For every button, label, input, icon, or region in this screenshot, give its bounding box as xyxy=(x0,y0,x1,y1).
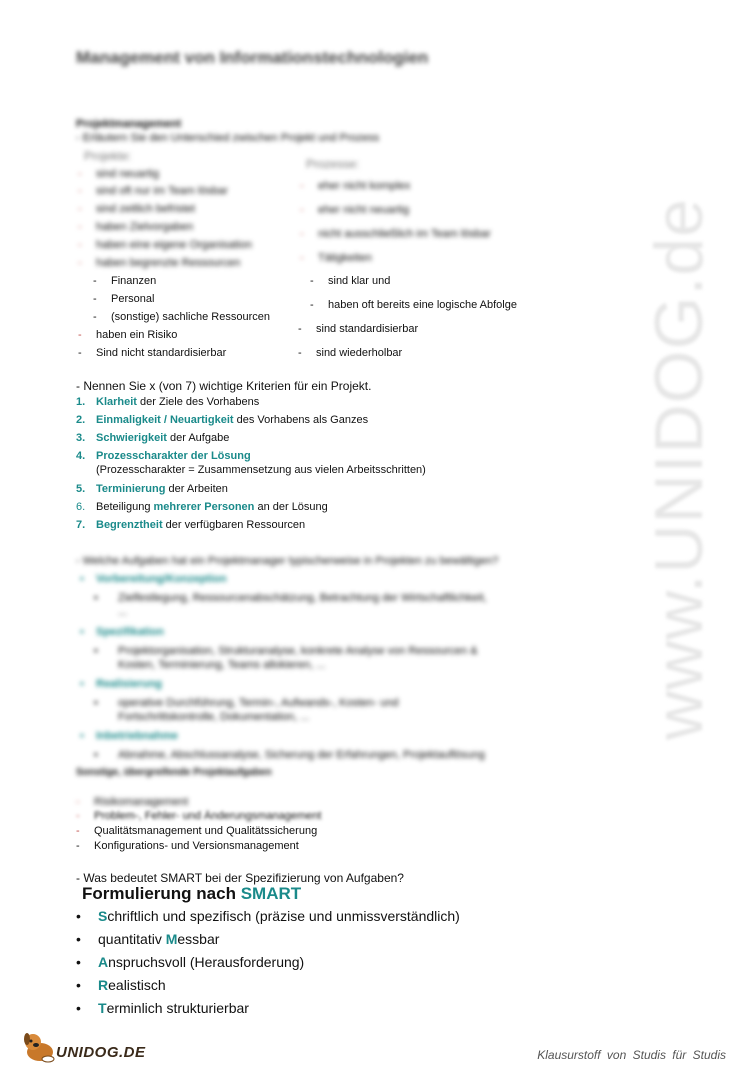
watermark: www.UNIDOG.de xyxy=(641,198,717,740)
smart-heading: Formulierung nach SMART xyxy=(82,884,302,903)
smart-bullet: • Anspruchsvoll (Herausforderung) xyxy=(76,954,305,970)
unidog-logo[interactable] xyxy=(22,1030,58,1069)
question-smart: - Was bedeutet SMART bei der Spezifizierung von Aufgaben? xyxy=(76,871,404,885)
footer-tagline: Klausurstoff von Studis für Studis xyxy=(537,1048,726,1062)
logo-text[interactable]: UNIDOG.DE xyxy=(56,1044,146,1061)
question-projekt-prozess: - Erläutern Sie den Unterschied zwischen Projekt und Prozess xyxy=(76,132,380,144)
question-aufgaben: - Welche Aufgaben hat ein Projektmanager typischerweise in Projekten zu bewältigen? xyxy=(76,555,499,567)
aufgaben-group-title: ▪ Spezifikation xyxy=(80,626,164,638)
page-title: Management von Informationstechnologien xyxy=(76,48,429,67)
question-kriterien: - Nennen Sie x (von 7) wichtige Kriterien für ein Projekt. xyxy=(76,379,372,393)
smart-bullet: • Realistisch xyxy=(76,977,166,993)
aufgaben-group-text: Kosten, Terminierung, Teams allokieren, ... xyxy=(118,659,326,671)
projekte-item: - sind oft nur im Team lösbar xyxy=(78,185,228,197)
dog-icon xyxy=(22,1030,58,1064)
projekte-label: Projekte: xyxy=(84,149,132,163)
sonstige-item: - Problem-, Fehler- und Änderungsmanagement xyxy=(76,810,322,822)
prozesse-item: - eher nicht neuartig xyxy=(300,204,410,216)
aufgaben-group-text: ▪ Projektorganisation, Strukturanalyse, konkrete Analyse von Ressourcen & xyxy=(94,645,478,657)
kriterium-item: 4. Prozesscharakter der Lösung xyxy=(76,450,251,462)
projekte-subitem: - (sonstige) sachliche Ressourcen xyxy=(93,311,270,323)
aufgaben-group-text: ▪ Abnahme, Abschlussanalyse, Sicherung der Erfahrungen, Projektauflösung xyxy=(94,749,485,761)
sonstige-item: - Qualitätsmanagement und Qualitätssicherung xyxy=(76,825,318,837)
prozesse-item: - eher nicht komplex xyxy=(300,180,411,192)
kriterium-item: 3. Schwierigkeit der Aufgabe xyxy=(76,432,230,444)
prozesse-item: - nicht ausschließlich im Team lösbar xyxy=(300,228,491,240)
kriterium-item: 5. Terminierung der Arbeiten xyxy=(76,483,228,495)
prozesse-item: - Tätigkeiten xyxy=(300,252,372,264)
projekte-item: - Sind nicht standardisierbar xyxy=(78,347,227,359)
sonstige-item: - Risikomanagement xyxy=(76,796,189,808)
projekte-item: - haben eine eigene Organisation xyxy=(78,239,252,251)
kriterium-item: 7. Begrenztheit der verfügbaren Ressourcen xyxy=(76,519,306,531)
smart-bullet: • Schriftlich und spezifisch (präzise und unmissverständlich) xyxy=(76,908,460,924)
sonstige-item: - Konfigurations- und Versionsmanagement xyxy=(76,840,299,852)
smart-bullet: • Terminlich strukturierbar xyxy=(76,1000,249,1016)
projekte-item: - haben Zielvorgaben xyxy=(78,221,194,233)
aufgaben-group-text: ... xyxy=(118,606,128,618)
projekte-item: - sind neuartig xyxy=(78,168,159,180)
section-heading-projektmanagement: Projektmanagement xyxy=(76,118,182,130)
prozesse-label: Prozesse: xyxy=(306,157,360,171)
projekte-item: - haben ein Risiko xyxy=(78,329,178,341)
prozesse-item: - sind wiederholbar xyxy=(298,347,403,359)
aufgaben-group-title: ▪ Inbetriebnahme xyxy=(80,730,178,742)
prozesse-subitem: - sind klar und xyxy=(310,275,391,287)
projekte-item: - sind zeitlich befristet xyxy=(78,203,196,215)
aufgaben-group-title: ▪ Vorbereitung/Konzeption xyxy=(80,573,227,585)
projekte-subitem: - Personal xyxy=(93,293,155,305)
kriterium-item: 6. Beteiligung mehrerer Personen an der Lösung xyxy=(76,501,328,513)
prozesse-item: - sind standardisierbar xyxy=(298,323,419,335)
aufgaben-group-title: ▪ Realisierung xyxy=(80,678,163,690)
projekte-item: - haben begrenzte Ressourcen xyxy=(78,257,241,269)
aufgaben-group-text: ▪ operative Durchführung, Termin-, Aufwands-, Kosten- und xyxy=(94,697,399,709)
projekte-subitem: - Finanzen xyxy=(93,275,157,287)
aufgaben-group-text: ▪ Zielfestlegung, Ressourcenabschätzung, Betrachtung der Wirtschaftlichkeit, xyxy=(94,592,487,604)
kriterium-item: 2. Einmaligkeit / Neuartigkeit des Vorhabens als Ganzes xyxy=(76,414,369,426)
prozesse-subitem: - haben oft bereits eine logische Abfolge xyxy=(310,299,517,311)
sonstige-heading: Sonstige, übergreifende Projektaufgaben xyxy=(76,767,272,778)
aufgaben-group-text: Fortschrittskontrolle, Dokumentation, ... xyxy=(118,711,310,723)
kriterium-note: (Prozesscharakter = Zusammensetzung aus vielen Arbeitsschritten) xyxy=(96,464,426,476)
kriterium-item: 1. Klarheit der Ziele des Vorhabens xyxy=(76,396,260,408)
smart-bullet: • quantitativ Messbar xyxy=(76,931,220,947)
